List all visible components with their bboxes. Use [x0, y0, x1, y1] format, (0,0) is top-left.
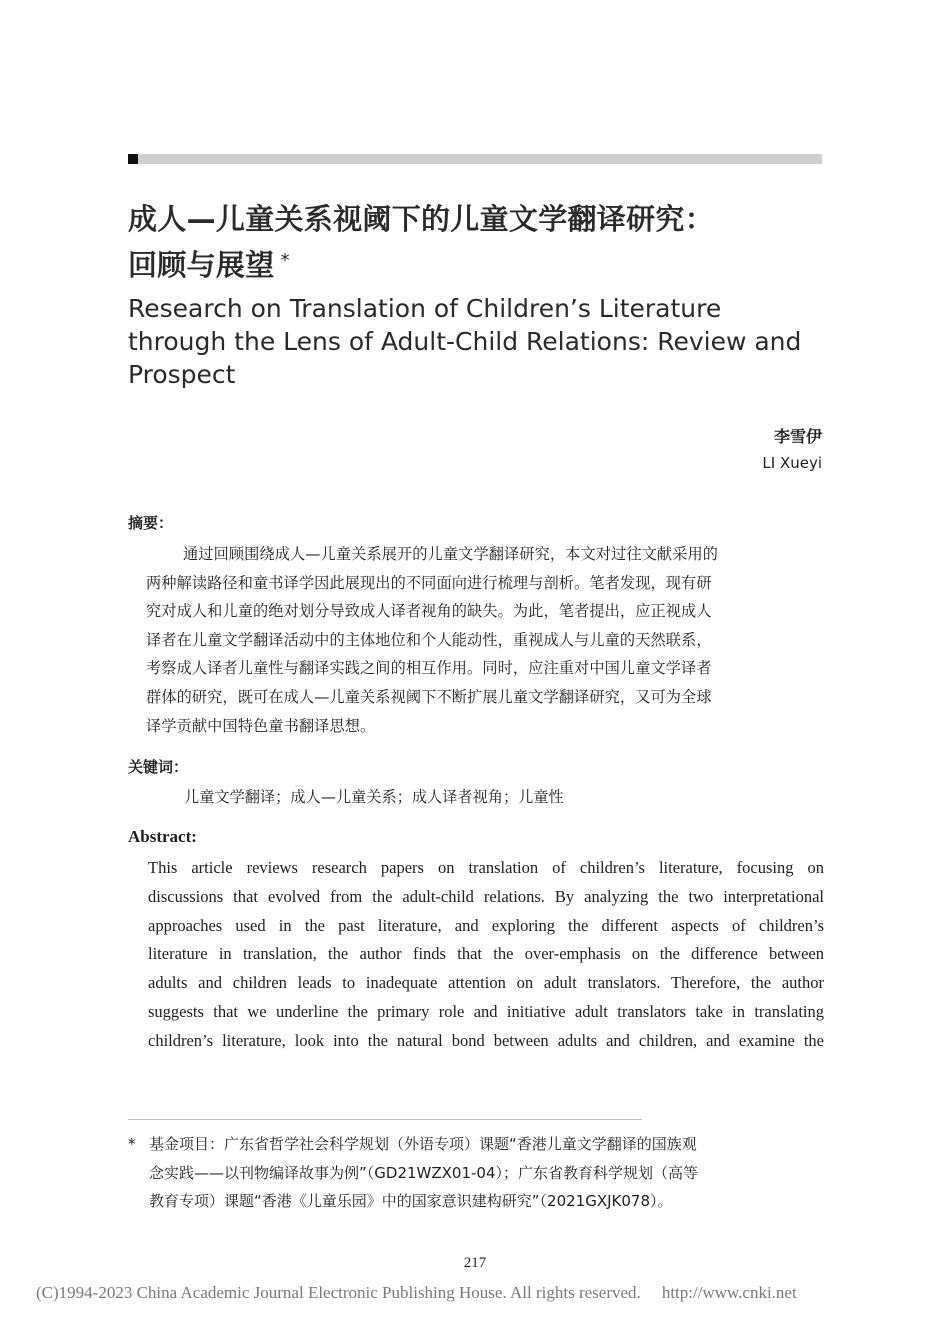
english-title-line-3: Prospect	[128, 360, 236, 389]
english-title-line-2: through the Lens of Adult-Child Relations: Review and	[128, 327, 802, 356]
english-abstract-line: literature in translation, the author finds that the over-emphasis on the difference between	[148, 944, 824, 964]
page-number: 217	[463, 1255, 487, 1271]
chinese-title-line-2-text: 回顾与展望	[128, 248, 275, 282]
chinese-abstract-line: 译学贡献中国特色童书翻译思想。	[146, 716, 376, 735]
title-footnote-mark[interactable]: *	[280, 250, 290, 271]
english-abstract-line: adults and children leads to inadequate attention on adult translators. Therefore, the author	[148, 973, 824, 993]
english-abstract-line: This article reviews research papers on translation of children’s literature, focusing on	[148, 858, 824, 877]
footnote-divider	[128, 1119, 642, 1120]
english-abstract-line: children’s literature, look into the natural bond between adults and children, and examine the	[148, 1030, 824, 1050]
chinese-abstract-label: 摘要：	[128, 514, 174, 532]
english-abstract-line: discussions that evolved from the adult-child relations. By analyzing the two interpretational	[148, 886, 824, 906]
english-abstract-body	[148, 854, 824, 1056]
english-abstract-label: Abstract:	[128, 827, 197, 846]
chinese-title-line-2	[128, 242, 848, 288]
footnote-line: 教育专项）课题“香港《儿童乐园》中的国家意识建构研究”（2021GXJK078）。	[149, 1192, 673, 1210]
chinese-title-line-1: 成人—儿童关系视阈下的儿童文学翻译研究：	[128, 202, 715, 236]
author-name-english: LI Xueyi	[762, 454, 822, 472]
chinese-title	[128, 196, 848, 288]
english-abstract-line: suggests that we underline the primary role and initiative adult translators take in translating	[148, 1001, 824, 1021]
cnki-link[interactable]: http://www.cnki.net	[661, 1283, 797, 1302]
english-abstract-line: approaches used in the past literature, and exploring the different aspects of children’s	[148, 915, 824, 935]
chinese-abstract-line: 通过回顾围绕成人—儿童关系展开的儿童文学翻译研究，本文对过往文献采用的	[183, 545, 719, 563]
copyright-text: (C)1994-2023 China Academic Journal Electronic Publishing House. All rights reserved.	[36, 1283, 641, 1302]
header-rule-marker	[128, 154, 138, 164]
header-rule	[128, 154, 822, 164]
chinese-abstract-line: 究对成人和儿童的绝对划分导致成人译者视角的缺失。为此，笔者提出，应正视成人	[146, 602, 712, 621]
english-title	[128, 292, 828, 391]
chinese-abstract-line: 考察成人译者儿童性与翻译实践之间的相互作用。同时，应注重对中国儿童文学译者	[146, 659, 712, 678]
english-title-line-1: Research on Translation of Children’s Literature	[128, 294, 722, 323]
footnote-mark: *	[128, 1135, 136, 1153]
copyright-notice	[36, 1282, 797, 1304]
chinese-abstract-line: 群体的研究，既可在成人—儿童关系视阈下不断扩展儿童文学翻译研究，又可为全球	[146, 687, 712, 706]
keywords-label: 关键词：	[128, 758, 189, 776]
footnote-line: 念实践——以刊物编译故事为例”（GD21WZX01-04）；广东省教育科学规划（高等	[149, 1163, 699, 1182]
chinese-abstract-line: 译者在儿童文学翻译活动中的主体地位和个人能动性，重视成人与儿童的天然联系，	[146, 630, 712, 649]
chinese-abstract-body	[146, 540, 826, 740]
author-name-chinese: 李雪伊	[773, 427, 822, 446]
footnote-line: 基金项目：广东省哲学社会科学规划（外语专项）课题“香港儿童文学翻译的国族观	[149, 1135, 697, 1153]
keywords-list: 儿童文学翻译；成人—儿童关系；成人译者视角；儿童性	[184, 788, 564, 806]
chinese-abstract-line: 两种解读路径和童书译学因此展现出的不同面向进行梳理与剖析。笔者发现，现有研	[146, 573, 712, 592]
footnote-text	[149, 1130, 829, 1216]
